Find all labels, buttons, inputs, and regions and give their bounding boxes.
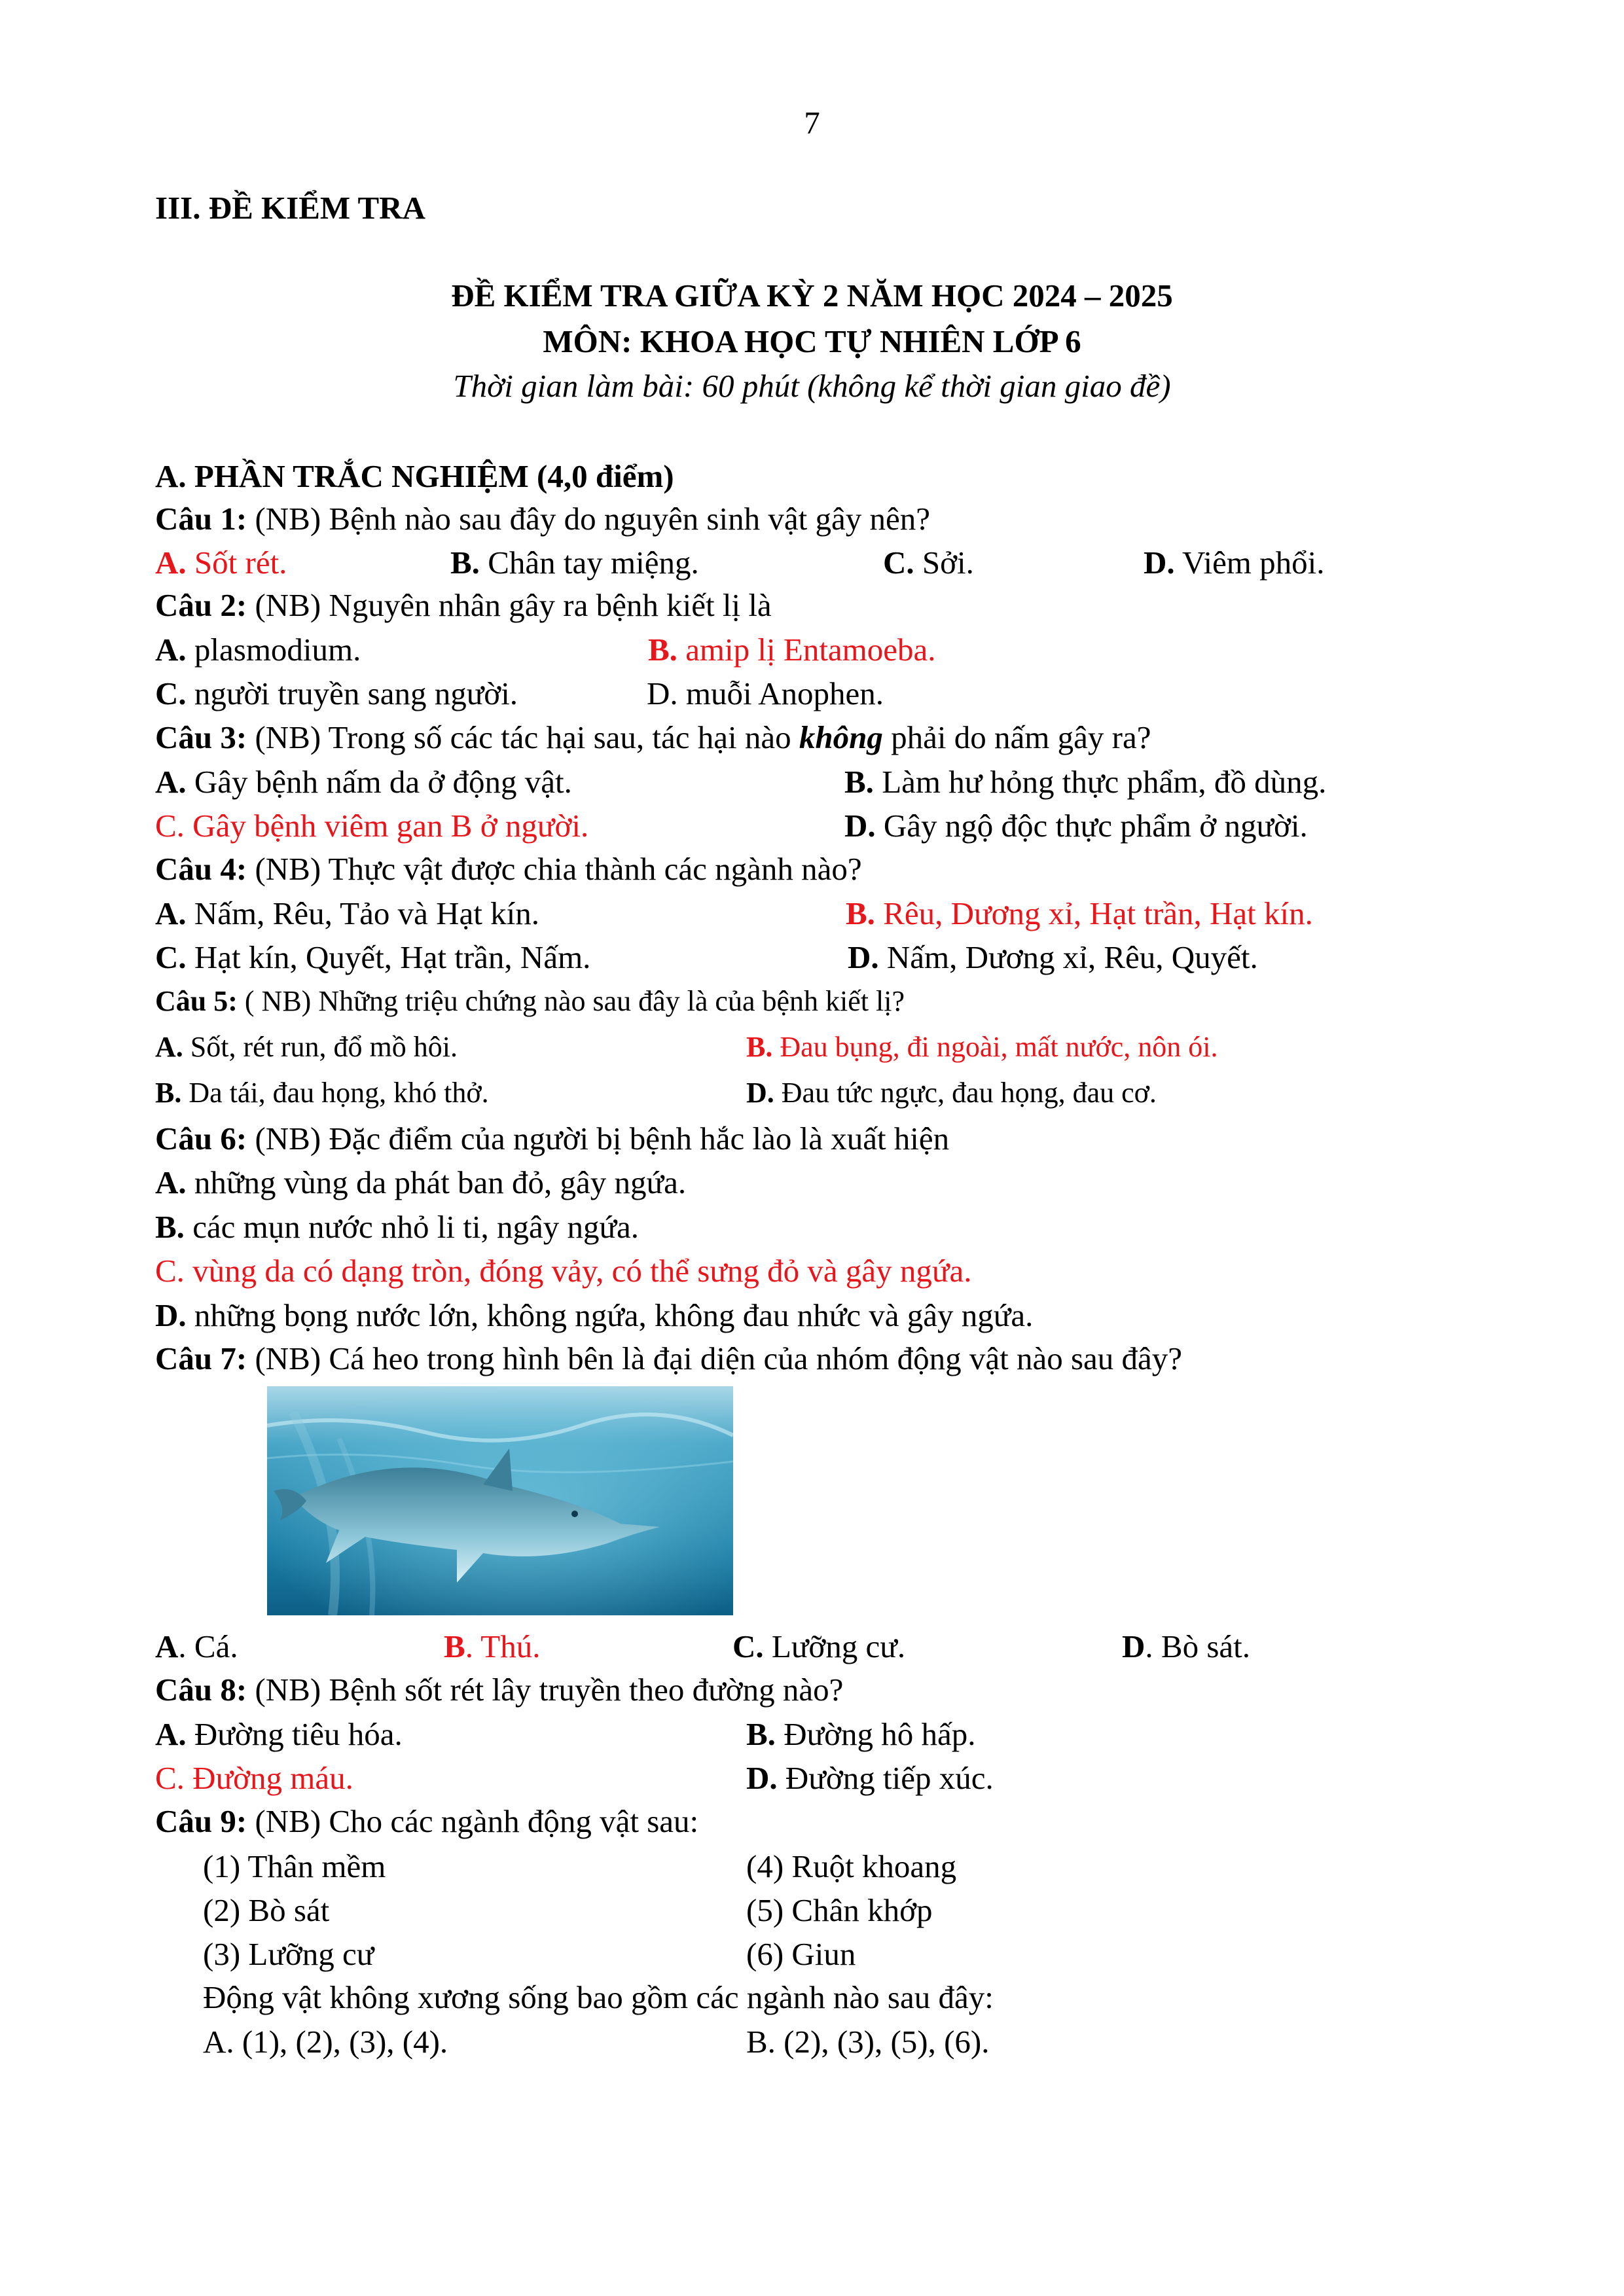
- q4-option-a: A. Nấm, Rêu, Tảo và Hạt kín.: [155, 895, 539, 931]
- q6-option-d: D. những bọng nước lớn, không ngứa, không đau nhức và gây ngứa.: [155, 1297, 1034, 1333]
- q9-item-4: (4) Ruột khoang: [746, 1848, 957, 1884]
- q7-option-d: D. Bò sát.: [1122, 1628, 1251, 1664]
- question-3: Câu 3: (NB) Trong số các tác hại sau, tác hại nào không phải do nấm gây ra?: [155, 719, 1151, 755]
- q9-item-1: (1) Thân mềm: [203, 1848, 386, 1884]
- question-4: Câu 4: (NB) Thực vật được chia thành các ngành nào?: [155, 851, 862, 887]
- q1-option-d: D. Viêm phổi.: [1144, 545, 1325, 581]
- q9-option-b: B. (2), (3), (5), (6).: [746, 2024, 990, 2060]
- q5-option-a: A. Sốt, rét run, đổ mồ hôi.: [155, 1031, 458, 1063]
- q7-option-c: C. Lưỡng cư.: [732, 1628, 906, 1664]
- q1-option-c: C. Sởi.: [883, 545, 974, 581]
- q7-option-a: A. Cá.: [155, 1628, 238, 1664]
- q6-option-c: C. vùng da có dạng tròn, đóng vảy, có thể sưng đỏ và gây ngứa.: [155, 1253, 972, 1289]
- dolphin-image: [267, 1386, 733, 1615]
- question-8: Câu 8: (NB) Bệnh sốt rét lây truyền theo đường nào?: [155, 1672, 844, 1708]
- q4-option-d: D. Nấm, Dương xỉ, Rêu, Quyết.: [848, 939, 1258, 975]
- subject-title: MÔN: KHOA HỌC TỰ NHIÊN LỚP 6: [543, 323, 1081, 359]
- q1-option-a: A. Sốt rét.: [155, 545, 287, 581]
- exam-duration: Thời gian làm bài: 60 phút (không kể thời gian giao đề): [453, 368, 1171, 404]
- q9-item-3: (3) Lưỡng cư: [203, 1936, 374, 1972]
- q9-item-2: (2) Bò sát: [203, 1892, 330, 1928]
- q2-option-c: C. người truyền sang người.: [155, 675, 518, 711]
- q8-option-d: D. Đường tiếp xúc.: [746, 1760, 994, 1796]
- q9-item-5: (5) Chân khớp: [746, 1892, 933, 1928]
- question-9: Câu 9: (NB) Cho các ngành động vật sau:: [155, 1803, 699, 1839]
- q2-option-b: B. amip lị Entamoeba.: [648, 632, 936, 668]
- question-7: Câu 7: (NB) Cá heo trong hình bên là đại diện của nhóm động vật nào sau đây?: [155, 1340, 1183, 1376]
- section-heading: III. ĐỀ KIỂM TRA: [155, 190, 425, 226]
- q7-option-b: B. Thú.: [444, 1628, 541, 1664]
- q1-option-b: B. Chân tay miệng.: [450, 545, 699, 581]
- q2-option-d: D. muỗi Anophen.: [647, 675, 884, 711]
- exam-title: ĐỀ KIỂM TRA GIỮA KỲ 2 NĂM HỌC 2024 – 2025: [451, 278, 1173, 314]
- q8-option-a: A. Đường tiêu hóa.: [155, 1716, 403, 1752]
- q4-option-b: B. Rêu, Dương xỉ, Hạt trần, Hạt kín.: [846, 895, 1313, 931]
- q5-option-b: B. Đau bụng, đi ngoài, mất nước, nôn ói.: [746, 1031, 1218, 1063]
- q3-option-b: B. Làm hư hỏng thực phẩm, đồ dùng.: [844, 764, 1327, 800]
- q6-option-a: A. những vùng da phát ban đỏ, gây ngứa.: [155, 1164, 687, 1200]
- part-a-title: A. PHẦN TRẮC NGHIỆM (4,0 điểm): [155, 458, 674, 494]
- q8-option-c: C. Đường máu.: [155, 1760, 353, 1796]
- q8-option-b: B. Đường hô hấp.: [746, 1716, 976, 1752]
- question-6: Câu 6: (NB) Đặc điểm của người bị bệnh hắc lào là xuất hiện: [155, 1121, 950, 1157]
- q9-option-a: A. (1), (2), (3), (4).: [203, 2024, 448, 2060]
- question-5: Câu 5: ( NB) Những triệu chứng nào sau đây là của bệnh kiết lị?: [155, 985, 905, 1017]
- q5-option-d: D. Đau tức ngực, đau họng, đau cơ.: [746, 1077, 1157, 1109]
- question-1: Câu 1: (NB) Bệnh nào sau đây do nguyên sinh vật gây nên?: [155, 501, 930, 537]
- q6-option-b: B. các mụn nước nhỏ li ti, ngây ngứa.: [155, 1209, 640, 1245]
- question-2: Câu 2: (NB) Nguyên nhân gây ra bệnh kiết lị là: [155, 587, 772, 623]
- page-number: 7: [804, 105, 820, 141]
- q2-option-a: A. plasmodium.: [155, 632, 361, 668]
- q9-item-6: (6) Giun: [746, 1936, 856, 1972]
- q3-option-c: C. Gây bệnh viêm gan B ở người.: [155, 808, 589, 844]
- q4-option-c: C. Hạt kín, Quyết, Hạt trần, Nấm.: [155, 939, 591, 975]
- q9-prompt: Động vật không xương sống bao gồm các ngành nào sau đây:: [203, 1979, 994, 2015]
- q5-option-c: B. Da tái, đau họng, khó thở.: [155, 1077, 489, 1109]
- q3-option-d: D. Gây ngộ độc thực phẩm ở người.: [844, 808, 1308, 844]
- q3-option-a: A. Gây bệnh nấm da ở động vật.: [155, 764, 572, 800]
